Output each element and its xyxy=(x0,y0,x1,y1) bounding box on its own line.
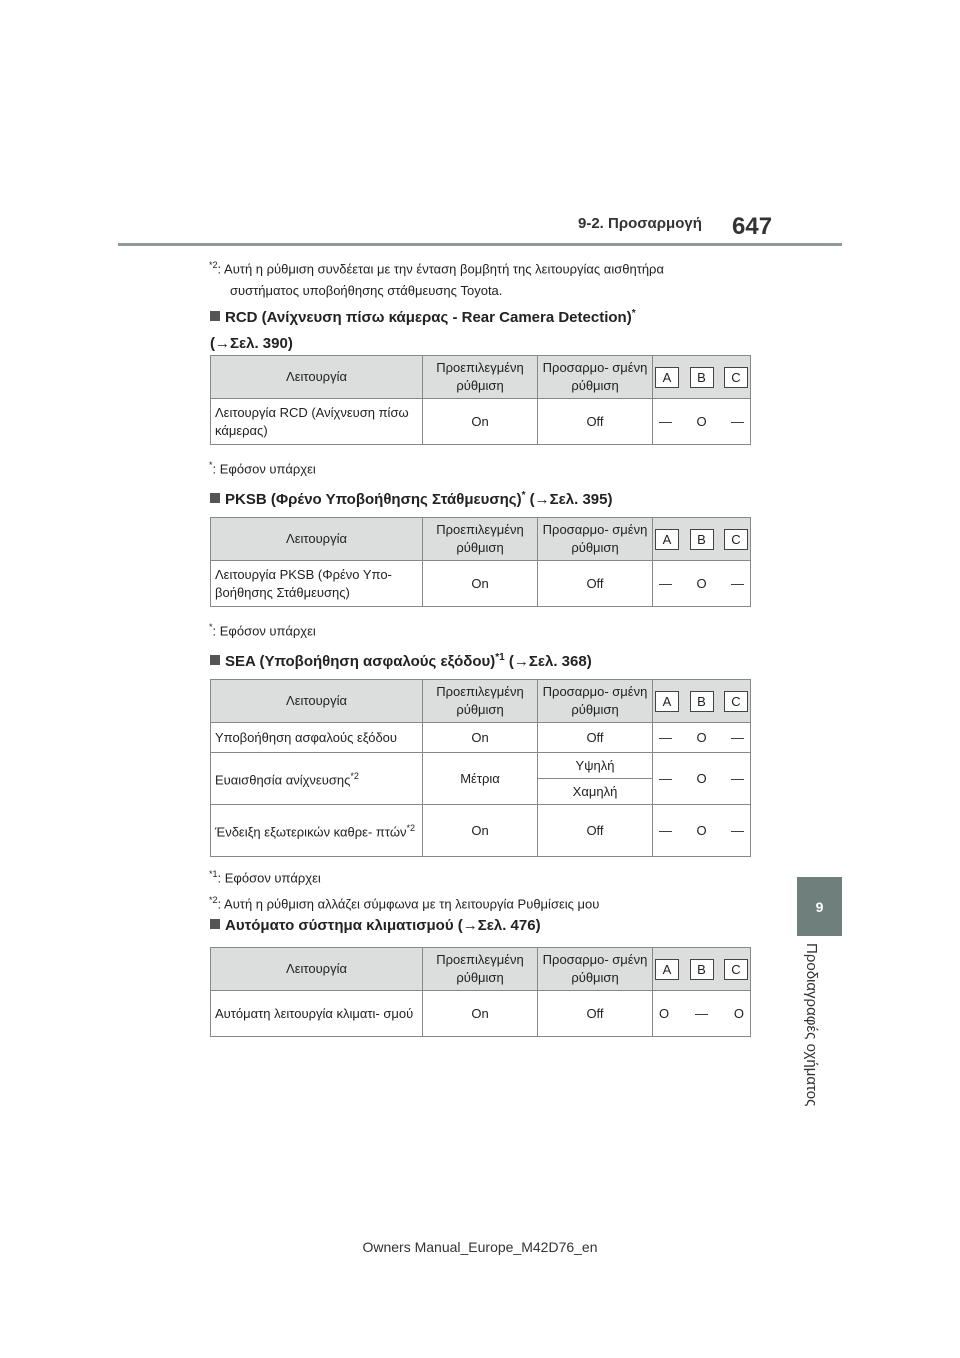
cell-a: O xyxy=(659,1005,670,1021)
table-row xyxy=(211,991,751,1037)
cell-function: Λειτουργία PKSB (Φρένο Υπο- βοήθησης Στάθμευσης) xyxy=(211,561,423,607)
cell-b: O xyxy=(696,413,707,429)
table-header-row xyxy=(211,356,751,399)
box-c-icon: C xyxy=(724,691,748,712)
cell-a: — xyxy=(659,770,672,786)
section-heading-sea xyxy=(210,645,592,675)
cell-c: — xyxy=(731,822,744,838)
cell-function: Υποβοήθηση ασφαλούς εξόδου xyxy=(211,723,423,753)
footnote-text: : Αυτή η ρύθμιση αλλάζει σύμφωνα με τη λειτουργία Ρυθμίσεις μου xyxy=(217,896,600,912)
cell-default: On xyxy=(423,991,538,1037)
cell-a: — xyxy=(659,822,672,838)
cell-a: — xyxy=(659,729,672,745)
table-row xyxy=(211,753,751,779)
cell-b: — xyxy=(695,1005,708,1021)
footnote-text: : Εφόσον υπάρχει xyxy=(217,870,321,886)
box-c-icon: C xyxy=(724,367,748,388)
settings-table-climate xyxy=(210,947,751,1037)
top-footnote xyxy=(209,254,664,302)
box-a-icon: A xyxy=(655,529,679,550)
square-bullet-icon xyxy=(210,919,220,929)
box-b-icon: B xyxy=(690,529,714,550)
heading-marker: *1 xyxy=(495,652,505,663)
header-function: Λειτουργία xyxy=(211,356,423,399)
cell-function-text: Ένδειξη εξωτερικών καθρε- πτών xyxy=(215,824,407,840)
page-number: 647 xyxy=(732,213,773,240)
heading-text: RCD (Ανίχνευση πίσω κάμερας - Rear Camera Detection) xyxy=(225,309,632,326)
table-header-row xyxy=(211,518,751,561)
heading-text: SEA (Υποβοήθηση ασφαλούς εξόδου) xyxy=(225,653,496,670)
header-default: Προεπιλεγμένη ρύθμιση xyxy=(423,680,538,723)
cell-b: O xyxy=(696,575,707,591)
cell-c: — xyxy=(731,413,744,429)
page-reference-link[interactable]: (→Σελ. 476) xyxy=(457,917,541,934)
footnote-marker: * xyxy=(209,460,213,470)
cell-custom: Off xyxy=(538,399,653,445)
heading-marker: * xyxy=(521,490,526,501)
footer-manual-id: Owners Manual_Europe_M42D76_en xyxy=(362,1239,598,1255)
square-bullet-icon xyxy=(210,493,220,503)
cell-function-text: Ευαισθησία ανίχνευσης xyxy=(215,772,351,788)
cell-b: O xyxy=(696,729,707,745)
page-reference-link[interactable]: (→Σελ. 368) xyxy=(508,653,592,670)
header-custom: Προσαρμο- σμένη ρύθμιση xyxy=(538,680,653,723)
header-default: Προεπιλεγμένη ρύθμιση xyxy=(423,518,538,561)
cell-c: — xyxy=(731,729,744,745)
cell-custom-secondary: Χαμηλή xyxy=(538,779,653,805)
header-custom: Προσαρμο- σμένη ρύθμιση xyxy=(538,518,653,561)
footnotes-sea xyxy=(209,863,599,916)
header-abc xyxy=(653,680,751,723)
cell-c: O xyxy=(733,1005,744,1021)
cell-default: On xyxy=(423,723,538,753)
cell-default: On xyxy=(423,561,538,607)
cell-b: O xyxy=(696,822,707,838)
cell-custom: Υψηλή xyxy=(538,753,653,779)
box-c-icon: C xyxy=(724,959,748,980)
cell-abc xyxy=(653,991,751,1037)
page-reference-link[interactable]: (→Σελ. 395) xyxy=(529,491,613,508)
section-title: 9-2. Προσαρμογή xyxy=(578,215,702,232)
box-b-icon: B xyxy=(690,691,714,712)
box-b-icon: B xyxy=(690,959,714,980)
cell-function xyxy=(211,753,423,805)
section-heading-rcd xyxy=(210,301,636,357)
cell-default: Μέτρια xyxy=(423,753,538,805)
cell-custom: Off xyxy=(538,561,653,607)
header-custom: Προσαρμο- σμένη ρύθμιση xyxy=(538,356,653,399)
cell-default: On xyxy=(423,399,538,445)
header-abc xyxy=(653,518,751,561)
footnote-2 xyxy=(209,889,599,915)
cell-b: O xyxy=(696,770,707,786)
footnote-marker: *2 xyxy=(209,895,218,906)
table-row xyxy=(211,399,751,445)
box-b-icon: B xyxy=(690,367,714,388)
chapter-tab: 9 xyxy=(797,877,842,936)
cell-default: On xyxy=(423,805,538,857)
footnote-marker: *1 xyxy=(209,869,218,879)
footnote-line-1: : Αυτή η ρύθμιση συνδέεται με την ένταση βομβητή της λειτουργίας αισθητήρα xyxy=(217,261,664,277)
header-default: Προεπιλεγμένη ρύθμιση xyxy=(423,948,538,991)
cell-abc xyxy=(653,753,751,805)
header-abc xyxy=(653,356,751,399)
cell-function xyxy=(211,805,423,857)
table-header-row xyxy=(211,680,751,723)
section-heading-pksb xyxy=(210,483,612,513)
header-function: Λειτουργία xyxy=(211,518,423,561)
header-function: Λειτουργία xyxy=(211,680,423,723)
settings-table-rcd xyxy=(210,355,751,445)
square-bullet-icon xyxy=(210,311,220,321)
cell-abc xyxy=(653,399,751,445)
table-header-row xyxy=(211,948,751,991)
footnote-text: : Εφόσον υπάρχει xyxy=(212,461,316,477)
cell-function-marker: *2 xyxy=(406,823,415,834)
header-default: Προεπιλεγμένη ρύθμιση xyxy=(423,356,538,399)
header-custom: Προσαρμο- σμένη ρύθμιση xyxy=(538,948,653,991)
cell-a: — xyxy=(659,575,672,591)
cell-custom: Off xyxy=(538,991,653,1037)
cell-c: — xyxy=(731,770,744,786)
table-row xyxy=(211,805,751,857)
cell-function: Αυτόματη λειτουργία κλιματι- σμού xyxy=(211,991,423,1037)
box-a-icon: A xyxy=(655,691,679,712)
cell-abc xyxy=(653,723,751,753)
box-a-icon: A xyxy=(655,959,679,980)
footnote-rcd xyxy=(209,454,316,480)
footnote-marker: * xyxy=(209,622,213,632)
footnote-1 xyxy=(209,863,599,889)
square-bullet-icon xyxy=(210,655,220,665)
cell-function-marker: *2 xyxy=(350,771,359,782)
table-row xyxy=(211,561,751,607)
settings-table-sea xyxy=(210,679,751,857)
cell-function: Λειτουργία RCD (Ανίχνευση πίσω κάμερας) xyxy=(211,399,423,445)
box-c-icon: C xyxy=(724,529,748,550)
footnote-text: : Εφόσον υπάρχει xyxy=(212,623,316,639)
box-a-icon: A xyxy=(655,367,679,388)
cell-c: — xyxy=(731,575,744,591)
heading-marker: * xyxy=(631,308,636,319)
header-function: Λειτουργία xyxy=(211,948,423,991)
section-heading-climate xyxy=(210,913,541,939)
footnote-line-2: συστήματος υποβοήθησης στάθμευσης Toyota. xyxy=(230,283,503,299)
cell-abc xyxy=(653,561,751,607)
table-row xyxy=(211,723,751,753)
heading-text: PKSB (Φρένο Υποβοήθησης Στάθμευσης) xyxy=(225,491,522,508)
header-abc xyxy=(653,948,751,991)
settings-table-pksb xyxy=(210,517,751,607)
cell-custom: Off xyxy=(538,805,653,857)
footnote-pksb xyxy=(209,616,316,642)
cell-a: — xyxy=(659,413,672,429)
cell-custom: Off xyxy=(538,723,653,753)
page-reference-link[interactable]: (→Σελ. 390) xyxy=(210,335,293,352)
header-divider xyxy=(118,243,842,246)
footnote-marker: *2 xyxy=(209,260,218,270)
cell-abc xyxy=(653,805,751,857)
chapter-label: Προδιαγραφές οχήματος xyxy=(803,943,820,1107)
heading-text: Αυτόματο σύστημα κλιματισμού xyxy=(225,917,454,934)
